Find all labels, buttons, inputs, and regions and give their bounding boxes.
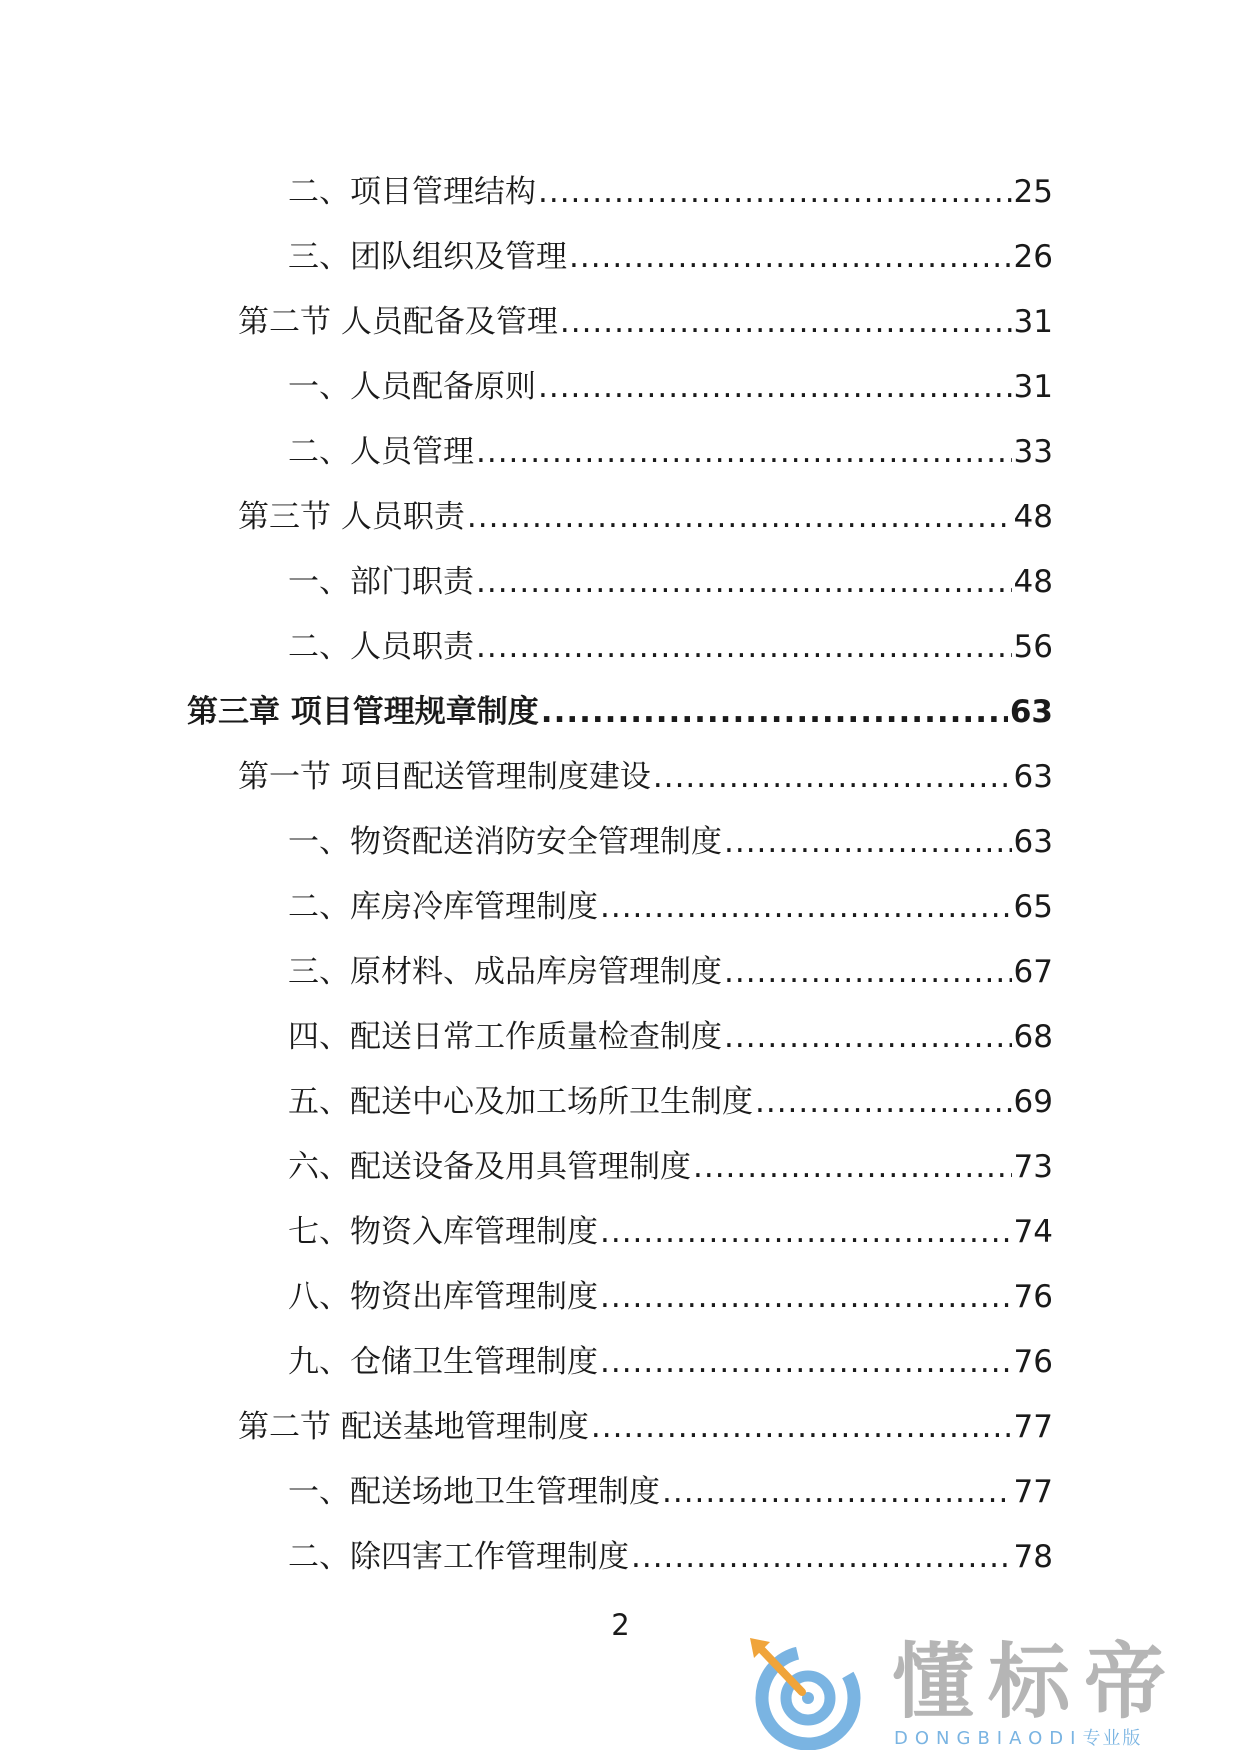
toc-entry-page: 48 xyxy=(1013,564,1053,600)
toc-entry[interactable] xyxy=(288,1137,1053,1187)
toc-entry-page: 77 xyxy=(1013,1474,1053,1510)
toc-entry[interactable] xyxy=(238,292,1053,342)
toc-entry-title: 第二节 配送基地管理制度 xyxy=(238,1409,589,1445)
toc-entry-title: 二、除四害工作管理制度 xyxy=(288,1539,629,1575)
toc-entry-page: 31 xyxy=(1013,369,1053,405)
toc-entry-title: 第二节 人员配备及管理 xyxy=(238,304,558,340)
toc-dot-leader xyxy=(693,1147,1012,1187)
toc-entry-page: 63 xyxy=(1013,759,1053,795)
toc-entry-title: 第三章 项目管理规章制度 xyxy=(187,694,539,730)
toc-entry-title: 二、项目管理结构 xyxy=(288,174,536,210)
toc-dot-leader xyxy=(653,757,1012,797)
toc-dot-leader xyxy=(600,1342,1012,1382)
toc-entry-title: 一、配送场地卫生管理制度 xyxy=(288,1474,660,1510)
toc-dot-leader xyxy=(560,302,1012,342)
toc-entry-page: 77 xyxy=(1013,1409,1053,1445)
toc-dot-leader xyxy=(569,237,1012,277)
toc-entry-page: 67 xyxy=(1013,954,1053,990)
watermark-subtitle xyxy=(894,1728,1142,1750)
toc-entry-title: 五、配送中心及加工场所卫生制度 xyxy=(288,1084,753,1120)
toc-entry-title: 七、物资入库管理制度 xyxy=(288,1214,598,1250)
toc-dot-leader xyxy=(476,627,1012,667)
toc-entry-page: 69 xyxy=(1013,1084,1053,1120)
watermark xyxy=(742,1632,1222,1750)
toc-dot-leader xyxy=(538,367,1012,407)
toc-dot-leader xyxy=(476,562,1012,602)
toc-entry-page: 56 xyxy=(1013,629,1053,665)
toc-entry-page: 26 xyxy=(1013,239,1053,275)
toc-entry[interactable] xyxy=(288,162,1053,212)
toc-dot-leader xyxy=(724,822,1012,862)
toc-entry-title: 四、配送日常工作质量检查制度 xyxy=(288,1019,722,1055)
toc-entry[interactable] xyxy=(288,877,1053,927)
toc-entry-title: 二、人员职责 xyxy=(288,629,474,665)
toc-entry-page: 73 xyxy=(1013,1149,1053,1185)
toc-entry-page: 68 xyxy=(1013,1019,1053,1055)
toc-entry[interactable] xyxy=(288,942,1053,992)
toc-dot-leader xyxy=(600,1277,1012,1317)
toc-entry-title: 第三节 人员职责 xyxy=(238,499,465,535)
toc-dot-leader xyxy=(724,1017,1012,1057)
toc-entry-page: 25 xyxy=(1013,174,1053,210)
toc-entry[interactable] xyxy=(238,747,1053,797)
watermark-subtitle-edition: 专业版 xyxy=(1082,1728,1143,1749)
toc-entry[interactable] xyxy=(288,422,1053,472)
toc-entry-title: 六、配送设备及用具管理制度 xyxy=(288,1149,691,1185)
toc-dot-leader xyxy=(662,1472,1012,1512)
watermark-subtitle-latin: DONGBIAODI xyxy=(894,1728,1083,1749)
target-arrow-icon xyxy=(742,1632,870,1750)
toc-chapter-entry[interactable] xyxy=(187,682,1053,732)
toc-dot-leader xyxy=(538,172,1012,212)
toc-dot-leader xyxy=(600,887,1012,927)
toc-entry-page: 74 xyxy=(1013,1214,1053,1250)
toc-entry[interactable] xyxy=(288,1072,1053,1122)
page-number: 2 xyxy=(611,1608,630,1642)
toc-dot-leader xyxy=(724,952,1012,992)
toc-entry[interactable] xyxy=(288,1202,1053,1252)
toc-entry[interactable] xyxy=(288,552,1053,602)
toc-entry-title: 二、库房冷库管理制度 xyxy=(288,889,598,925)
toc-entry-page: 78 xyxy=(1013,1539,1053,1575)
toc-dot-leader xyxy=(467,497,1012,537)
toc-entry-title: 一、人员配备原则 xyxy=(288,369,536,405)
toc-entry[interactable] xyxy=(288,812,1053,862)
toc-entry-title: 一、物资配送消防安全管理制度 xyxy=(288,824,722,860)
toc-dot-leader xyxy=(541,692,1008,732)
toc-entry[interactable] xyxy=(288,357,1053,407)
toc-entry[interactable] xyxy=(288,1462,1053,1512)
toc-entry[interactable] xyxy=(238,487,1053,537)
toc-dot-leader xyxy=(591,1407,1012,1447)
toc-entry-page: 33 xyxy=(1013,434,1053,470)
toc-entry-title: 二、人员管理 xyxy=(288,434,474,470)
toc-entry[interactable] xyxy=(288,1267,1053,1317)
toc-entry-page: 63 xyxy=(1009,694,1053,730)
toc-entry-title: 三、团队组织及管理 xyxy=(288,239,567,275)
toc-entry-title: 九、仓储卫生管理制度 xyxy=(288,1344,598,1380)
toc-entry[interactable] xyxy=(288,1007,1053,1057)
toc-dot-leader xyxy=(631,1537,1012,1577)
toc-entry-page: 76 xyxy=(1013,1344,1053,1380)
toc-entry-title: 三、原材料、成品库房管理制度 xyxy=(288,954,722,990)
toc-entry-title: 一、部门职责 xyxy=(288,564,474,600)
toc-entry-page: 63 xyxy=(1013,824,1053,860)
toc-dot-leader xyxy=(755,1082,1012,1122)
toc-dot-leader xyxy=(600,1212,1012,1252)
toc-entry[interactable] xyxy=(288,227,1053,277)
toc-entry-title: 第一节 项目配送管理制度建设 xyxy=(238,759,651,795)
watermark-brand-name: 懂标帝 xyxy=(892,1635,1181,1730)
toc-entry[interactable] xyxy=(288,617,1053,667)
toc-entry-title: 八、物资出库管理制度 xyxy=(288,1279,598,1315)
toc-dot-leader xyxy=(476,432,1012,472)
toc-entry[interactable] xyxy=(288,1332,1053,1382)
toc-entry-page: 65 xyxy=(1013,889,1053,925)
toc-entry[interactable] xyxy=(288,1527,1053,1577)
toc-entry-page: 48 xyxy=(1013,499,1053,535)
toc-entry[interactable] xyxy=(238,1397,1053,1447)
toc-entry-page: 31 xyxy=(1013,304,1053,340)
toc-entry-page: 76 xyxy=(1013,1279,1053,1315)
